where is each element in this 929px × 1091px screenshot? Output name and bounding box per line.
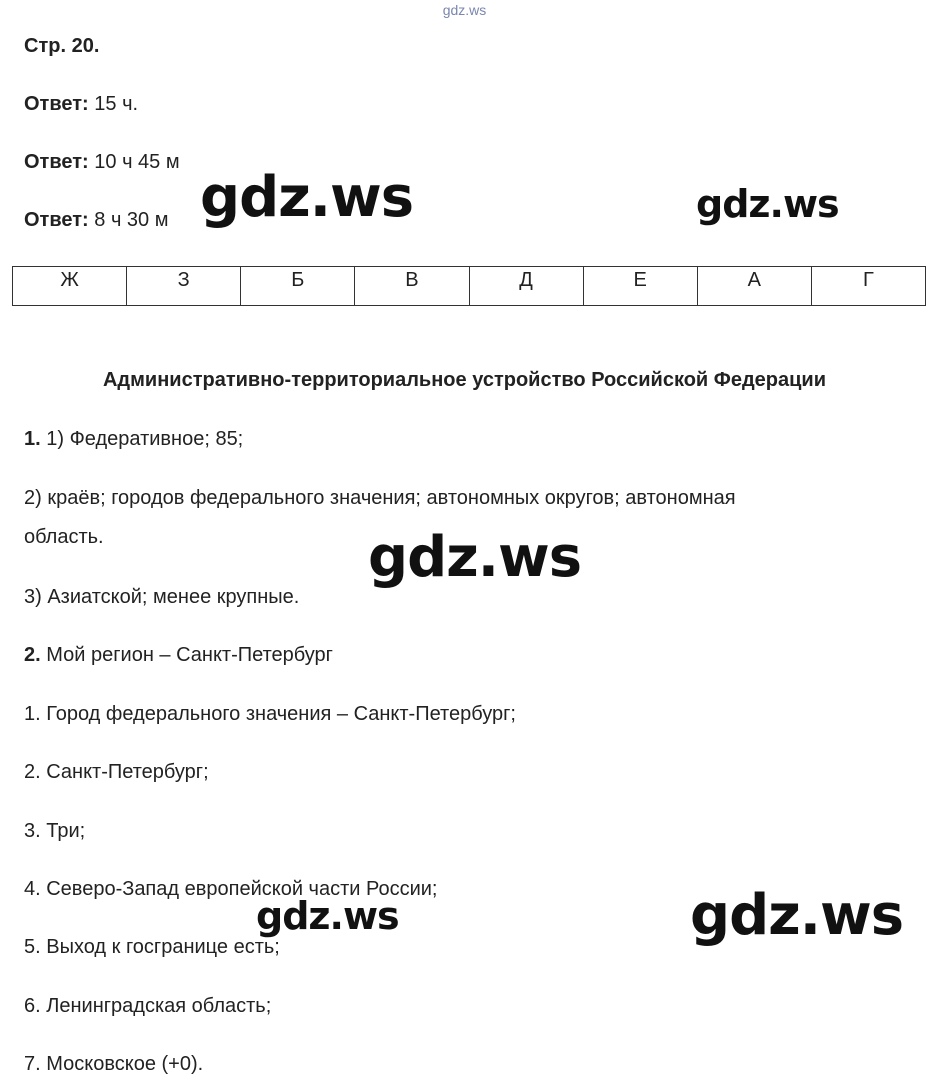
task1-item1	[24, 427, 243, 451]
list-item: 6. Ленинградская область;	[24, 995, 272, 1017]
table-cell: Ж	[13, 267, 127, 306]
answer-value: 10 ч 45 м	[94, 151, 180, 173]
table-cell: Д	[469, 267, 583, 306]
answer-value: 15 ч.	[94, 93, 139, 115]
watermark: gdz.ws	[690, 883, 904, 948]
task-number: 2.	[24, 644, 41, 666]
task-number: 1.	[24, 428, 41, 450]
table-cell: З	[127, 267, 241, 306]
watermark: gdz.ws	[200, 165, 414, 230]
task-text: 1) Федеративное; 85;	[46, 428, 244, 450]
list-item: 4. Северо-Запад европейской части России;	[24, 878, 438, 900]
task1-item2-line2: область.	[24, 526, 104, 548]
table-cell: А	[697, 267, 811, 306]
task-text: Мой регион – Санкт-Петербург	[46, 644, 333, 666]
table-cell: Г	[811, 267, 925, 306]
answer-label: Ответ:	[24, 151, 89, 173]
task1-item2-line1: 2) краёв; городов федерального значения; автономных округов; автономная	[24, 487, 736, 509]
list-item: 3. Три;	[24, 820, 86, 842]
page-label: Стр. 20.	[24, 35, 100, 57]
watermark: gdz.ws	[256, 894, 399, 938]
task1-item3: 3) Азиатской; менее крупные.	[24, 586, 300, 608]
watermark: gdz.ws	[368, 525, 582, 590]
watermark: gdz.ws	[696, 182, 839, 226]
answer-1	[24, 92, 138, 116]
list-item: 5. Выход к госгранице есть;	[24, 936, 280, 958]
answer-value: 8 ч 30 м	[94, 209, 169, 231]
section-title: Административно-территориальное устройство Российской Федерации	[102, 369, 826, 391]
answer-3	[24, 208, 168, 232]
answer-2	[24, 150, 180, 174]
sequence-table	[12, 266, 926, 306]
list-item: 1. Город федерального значения – Санкт-Петербург;	[24, 703, 516, 725]
table-cell: Е	[583, 267, 697, 306]
answer-label: Ответ:	[24, 93, 89, 115]
list-item: 7. Московское (+0).	[24, 1053, 204, 1075]
table-cell: Б	[241, 267, 355, 306]
answer-label: Ответ:	[24, 209, 89, 231]
list-item: 2. Санкт-Петербург;	[24, 761, 209, 783]
table-row	[13, 267, 926, 306]
task2-title	[24, 643, 333, 667]
table-cell: В	[355, 267, 469, 306]
site-watermark-top: gdz.ws	[442, 2, 487, 18]
